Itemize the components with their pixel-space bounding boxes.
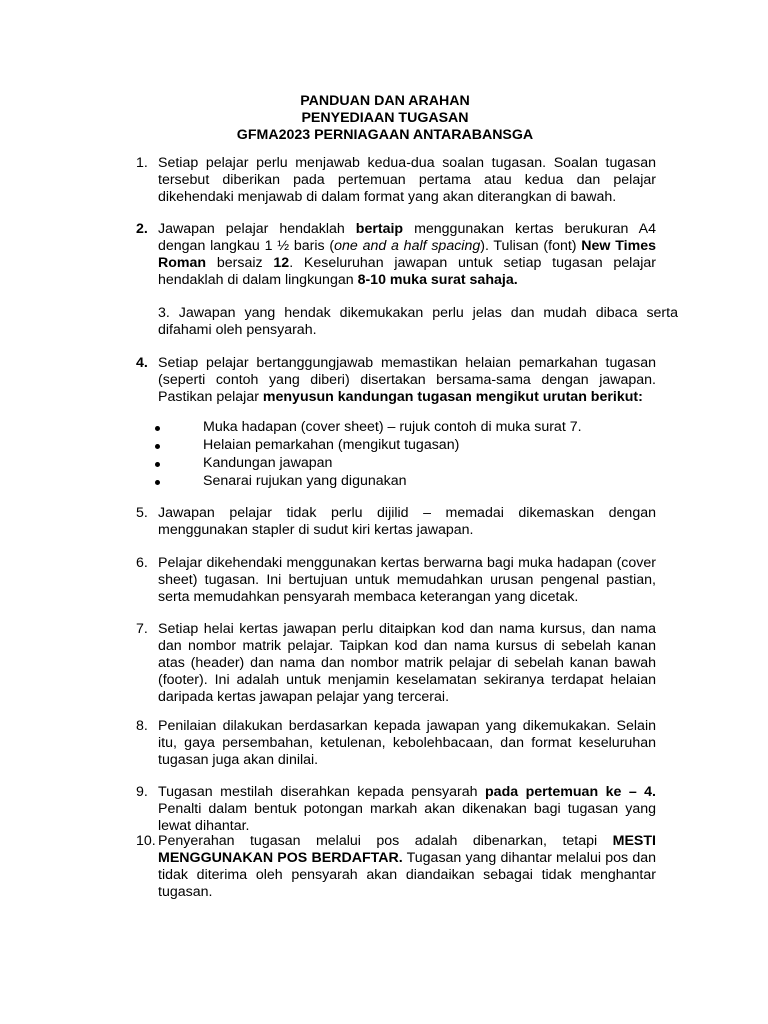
text-run: menggunakan kertas berukuran A4 dengan langkau 1 ½ baris ( xyxy=(158,221,656,254)
text-run: Jawapan pelajar hendaklah xyxy=(158,221,356,237)
header-title: PANDUAN DAN ARAHAN xyxy=(300,93,470,109)
item-number: 8. xyxy=(136,718,148,734)
item-number: 3. xyxy=(158,305,170,321)
bullet-icon xyxy=(155,480,160,485)
bullet-text: Muka hadapan (cover sheet) – rujuk contoh di muka surat 7. xyxy=(203,419,582,435)
text-run: Tugasan yang dihantar melalui pos dan tidak diterima oleh pensyarah akan diandaikan sebagai tidak menghantar tugasan. xyxy=(158,850,656,900)
text-run: bersaiz xyxy=(206,255,274,271)
bullet-text: Kandungan jawapan xyxy=(203,455,333,471)
bullet-text: Senarai rujukan yang digunakan xyxy=(203,473,407,489)
item-number: 2. xyxy=(136,221,148,237)
bullet-icon xyxy=(155,462,160,467)
text-run: Jawapan yang hendak dikemukakan perlu jelas dan mudah dibaca serta difahami oleh pensyarah. xyxy=(158,305,678,338)
list-item xyxy=(155,419,635,437)
bold-run: bertaip xyxy=(355,221,404,237)
item-text: Penilaian dilakukan berdasarkan kepada jawapan yang dikemukakan. Selain itu, gaya persembahan, ketulenan, kebolehbacaan, dan format keseluruhan tugasan juga akan dinilai. xyxy=(158,718,656,768)
item-text xyxy=(136,305,678,339)
item-number: 5. xyxy=(136,505,148,521)
bold-run: MESTI MENGGUNAKAN POS BERDAFTAR. xyxy=(158,833,656,866)
text-run: Setiap pelajar bertanggungjawab memastikan helaian pemarkahan tugasan (seperti contoh yang diberi) disertakan bersama-sama dengan jawapan. Pastikan pelajar xyxy=(158,355,656,405)
bullet-icon xyxy=(155,426,160,431)
item-text xyxy=(158,355,656,406)
text-run: Penyerahan tugasan melalui pos adalah dibenarkan, tetapi xyxy=(158,833,613,849)
bold-run: 12 xyxy=(273,255,290,271)
document-header xyxy=(0,93,768,144)
header-course: GFMA2023 PERNIAGAAN ANTARABANSGA xyxy=(236,127,534,143)
item-number: 1. xyxy=(136,155,148,171)
item-text: Setiap pelajar perlu menjawab kedua-dua soalan tugasan. Soalan tugasan tersebut diberikan pada pertemuan pertama atau kedua dan pelajar dikehendaki menjawab di dalam format yang akan diterangkan di bawah. xyxy=(158,155,656,205)
bold-run: 8-10 muka surat sahaja. xyxy=(357,272,518,288)
item-number: 9. xyxy=(136,784,148,800)
item-text xyxy=(158,833,656,901)
text-run: . Keseluruhan jawapan untuk setiap tugasan pelajar hendaklah di dalam lingkungan xyxy=(158,255,656,288)
list-item xyxy=(155,437,635,455)
list-item xyxy=(155,455,635,473)
bold-run: menyusun kandungan tugasan mengikut urutan berikut: xyxy=(262,389,643,405)
bullet-icon xyxy=(155,444,160,449)
text-run: ). Tulisan (font) xyxy=(480,238,582,254)
bold-run: pada pertemuan ke – 4. xyxy=(485,784,656,800)
item-text: Setiap helai kertas jawapan perlu ditaipkan kod dan nama kursus, dan nama dan nombor matrik pelajar. Taipkan kod dan nama kursus di sebelah kanan atas (header) dan nama dan nombor matrik pelajar di sebelah kanan bawah (footer). Ini adalah untuk menjamin keselamatan sekiranya terdapat helaian daripada kertas jawapan pelajar yang tercerai. xyxy=(158,621,656,705)
item-number: 6. xyxy=(136,555,148,571)
item-text: Pelajar dikehendaki menggunakan kertas berwarna bagi muka hadapan (cover sheet) tugasan. Ini bertujuan untuk memudahkan urusan pengenal pastian, serta memudahkan pensyarah membaca keterangan yang dicetak. xyxy=(158,555,656,605)
italic-run: one and a half spacing xyxy=(334,238,481,254)
bullet-list xyxy=(155,419,635,491)
text-run: Tugasan mestilah diserahkan kepada pensyarah xyxy=(158,784,486,800)
item-number: 10. xyxy=(136,833,156,849)
list-item xyxy=(155,473,635,491)
item-number: 7. xyxy=(136,621,148,637)
text-run: Penalti dalam bentuk potongan markah akan dikenakan bagi tugasan yang lewat dihantar. xyxy=(158,801,656,834)
item-text: Jawapan pelajar tidak perlu dijilid – memadai dikemaskan dengan menggunakan stapler di sudut kiri kertas jawapan. xyxy=(158,505,656,538)
item-text xyxy=(158,784,656,835)
bullet-text: Helaian pemarkahan (mengikut tugasan) xyxy=(203,437,460,453)
header-subtitle: PENYEDIAAN TUGASAN xyxy=(301,110,469,126)
item-text xyxy=(158,221,656,289)
item-number: 4. xyxy=(136,355,148,371)
bold-run: New Times Roman xyxy=(158,238,656,271)
